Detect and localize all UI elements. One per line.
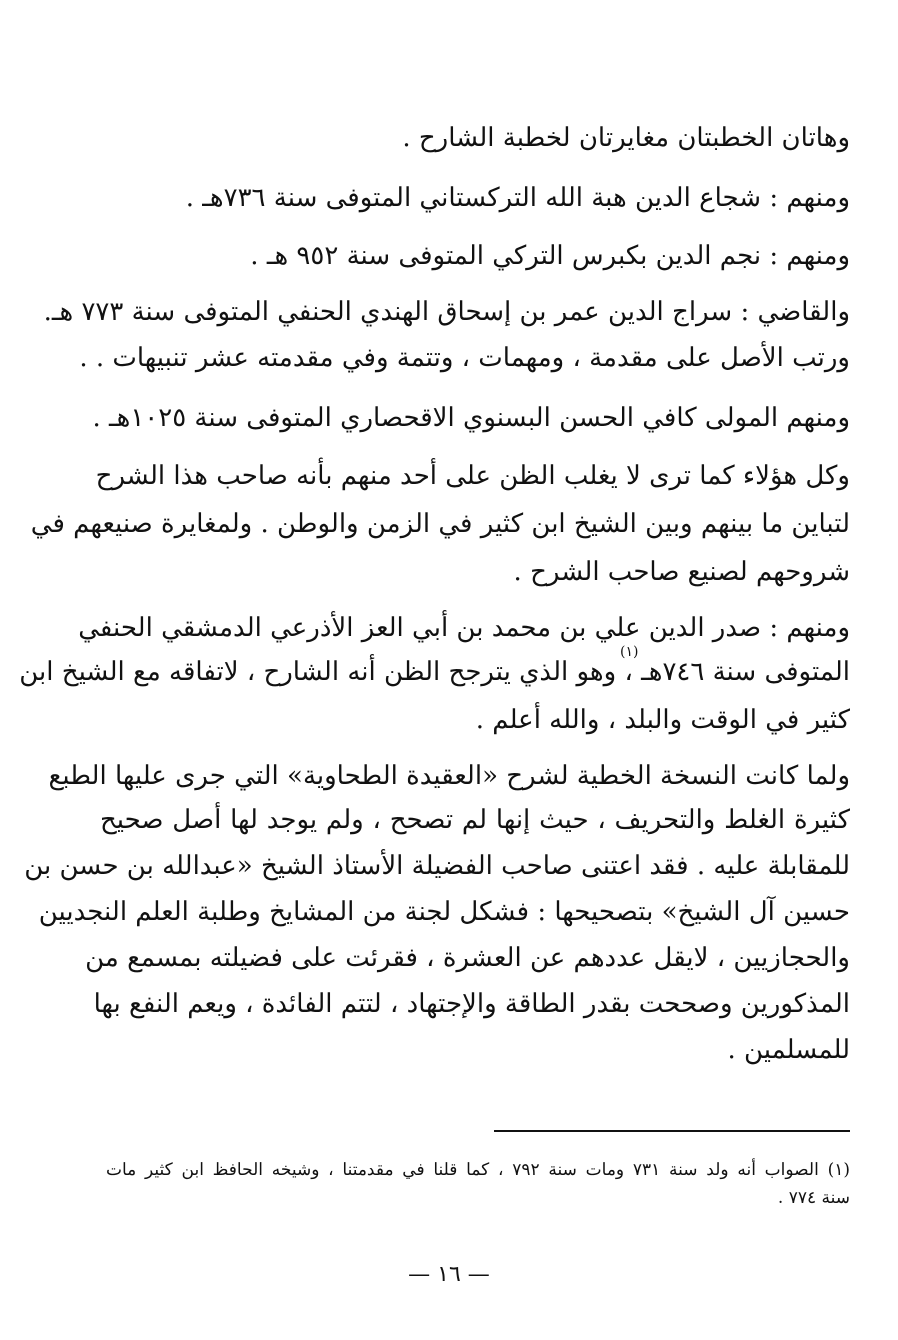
footnote-line: سنة ٧٧٤ . [777,1188,850,1208]
paragraph-line: حسين آل الشيخ» بتصحيحها : فشكل لجنة من المشايخ وطلبة العلم النجديين [38,897,850,927]
paragraph-line: ومنهم : صدر الدين علي بن محمد بن أبي العز الأذرعي الدمشقي الحنفي [78,613,850,643]
paragraph-line: كثير في الوقت والبلد ، والله أعلم . [475,705,850,735]
paragraph-line: لتباين ما بينهم وبين الشيخ ابن كثير في الزمن والوطن . ولمغايرة صنيعهم في [30,509,850,539]
paragraph-line: للمقابلة عليه . فقد اعتنى صاحب الفضيلة الأستاذ الشيخ «عبدالله بن حسن بن [24,851,850,881]
paragraph-line: كثيرة الغلط والتحريف ، حيث إنها لم تصحح ، ولم يوجد لها أصل صحيح [100,805,850,835]
paragraph-line: والحجازيين ، لايقل عددهم عن العشرة ، فقرئت على فضيلته بمسمع من [85,943,850,973]
paragraph-line: ورتب الأصل على مقدمة ، ومهمات ، وتتمة وفي مقدمته عشر تنبيهات . . [79,343,850,373]
paragraph-line: وكل هؤلاء كما ترى لا يغلب الظن على أحد منهم بأنه صاحب هذا الشرح [95,461,850,491]
paragraph-line: شروحهم لصنيع صاحب الشرح . [513,557,850,587]
paragraph-line: ومنهم : نجم الدين بكبرس التركي المتوفى سنة ٩٥٢ هـ . [250,241,850,271]
paragraph-line: المتوفى سنة ٧٤٦هـ ، وهو الذي يترجح الظن أنه الشارح ، لاتفاقه مع الشيخ ابن [19,657,850,687]
paragraph-line: والقاضي : سراج الدين عمر بن إسحاق الهندي الحنفي المتوفى سنة ٧٧٣ هـ. [43,297,850,327]
book-page: وهاتان الخطبتان مغايرتان لخطبة الشارح . ومنهم : شجاع الدين هبة الله التركستاني المتوفى سنة ٧٣٦هـ . ومنهم : نجم الدين بكبرس التركي المتوفى سنة ٩٥٢ هـ . والقاضي : سراج الدين عمر بن إسحاق الهندي الحنفي المتوفى سنة ٧٧٣ هـ. ورتب الأصل على مقدمة ، ومهمات ، وتتمة وفي مقدمته عشر تنبيهات . . ومنهم المولى كافي الحسن البسنوي الاقحصاري المتوفى سنة ١٠٢٥هـ . وكل هؤلاء كما ترى لا يغلب الظن على أحد منهم بأنه صاحب هذا الشرح لتباين ما بينهم وبين الشيخ ابن كثير في الزمن والوطن . ولمغايرة صنيعهم في شروحهم لصنيع صاحب الشرح . ومنهم : صدر الدين علي بن محمد بن أبي العز الأذرعي الدمشقي الحنفي المتوفى سنة ٧٤٦هـ ، وهو الذي يترجح الظن أنه الشارح ، لاتفاقه مع الشيخ ابن (١) كثير في الوقت والبلد ، والله أعلم . ولما كانت النسخة الخطية لشرح «العقيدة الطحاوية» التي جرى عليها الطبع كثيرة الغلط والتحريف ، حيث إنها لم تصحح ، ولم يوجد لها أصل صحيح للمقابلة عليه . فقد اعتنى صاحب الفضيلة الأستاذ الشيخ «عبدالله بن حسن بن حسين آل الشيخ» بتصحيحها : فشكل لجنة من المشايخ وطلبة العلم النجديين والحجازيين ، لايقل عددهم عن العشرة ، فقرئت على فضيلته بمسمع من المذكورين وصححت بقدر الطاقة والإجتهاد ، لتتم الفائدة ، ويعم النفع بها للمسلمين . (١) الصواب أنه ولد سنة ٧٣١ ومات سنة ٧٩٢ ، كما قلنا في مقدمتنا ، وشيخه الحافظ ابن كثير مات سنة ٧٧٤ . — ١٦ — [0,0,898,1340]
paragraph-line: ولما كانت النسخة الخطية لشرح «العقيدة الطحاوية» التي جرى عليها الطبع [48,761,850,791]
page-number: — ١٦ — [408,1262,490,1287]
paragraph-line: ومنهم المولى كافي الحسن البسنوي الاقحصاري المتوفى سنة ١٠٢٥هـ . [92,403,850,433]
footnote-separator [494,1130,850,1132]
footnote-line: (١) الصواب أنه ولد سنة ٧٣١ ومات سنة ٧٩٢ ، كما قلنا في مقدمتنا ، وشيخه الحافظ ابن كثير مات [106,1160,850,1180]
paragraph-line: المذكورين وصححت بقدر الطاقة والإجتهاد ، لتتم الفائدة ، ويعم النفع بها [93,989,850,1019]
paragraph-line: للمسلمين . [727,1035,850,1065]
paragraph-line: ومنهم : شجاع الدين هبة الله التركستاني المتوفى سنة ٧٣٦هـ . [185,183,850,213]
paragraph-line: وهاتان الخطبتان مغايرتان لخطبة الشارح . [402,123,850,153]
